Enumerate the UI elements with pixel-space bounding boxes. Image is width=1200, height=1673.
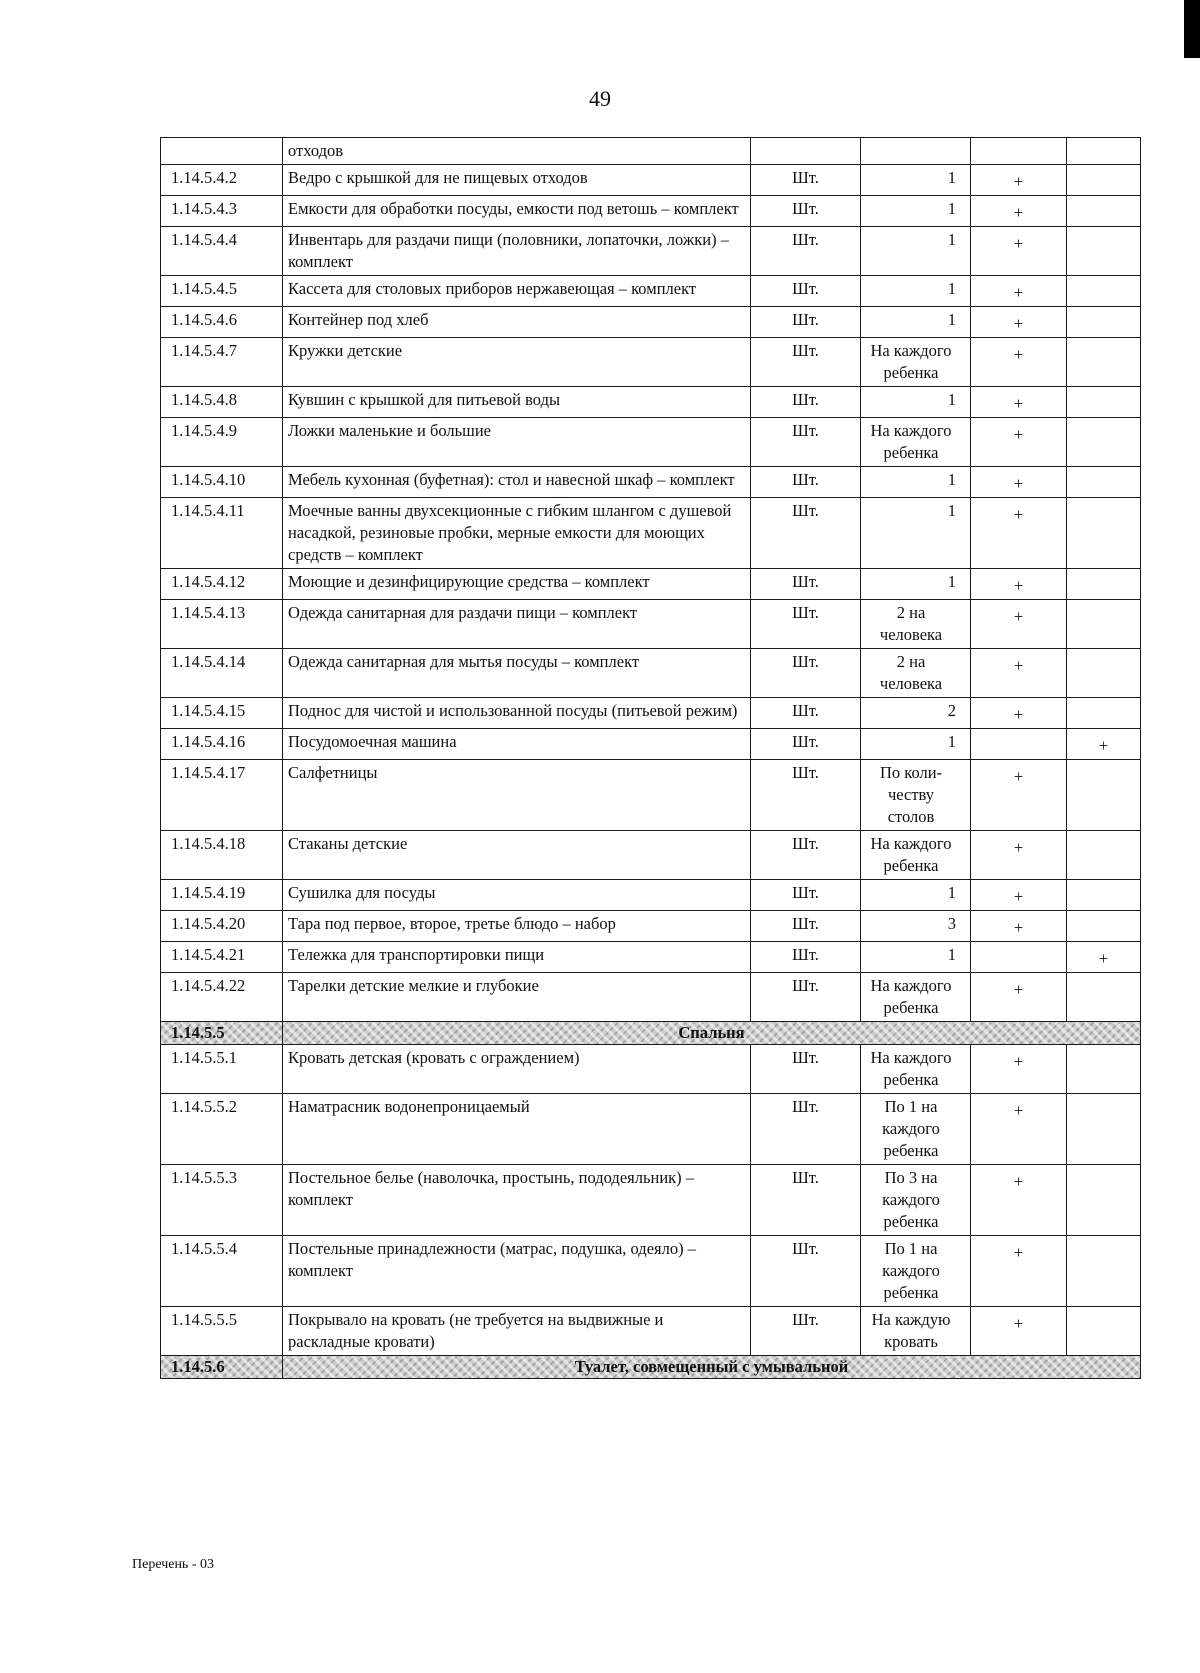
item-mark-column-b bbox=[1067, 569, 1141, 600]
item-quantity: На каждого ребенка bbox=[861, 831, 971, 880]
item-name: Ведро с крышкой для не пищевых отходов bbox=[283, 165, 751, 196]
item-code: 1.14.5.4.10 bbox=[161, 467, 283, 498]
item-quantity: По 3 на каждого ребенка bbox=[861, 1165, 971, 1236]
item-mark-column-a: + bbox=[971, 831, 1067, 880]
item-quantity bbox=[861, 138, 971, 165]
item-quantity: По 1 на каждого ребенка bbox=[861, 1236, 971, 1307]
item-unit: Шт. bbox=[751, 1236, 861, 1307]
item-mark-column-b bbox=[1067, 196, 1141, 227]
item-mark-column-a: + bbox=[971, 1307, 1067, 1356]
item-mark-column-b bbox=[1067, 1094, 1141, 1165]
item-name: Одежда санитарная для раздачи пищи – комплект bbox=[283, 600, 751, 649]
table-row bbox=[161, 138, 1141, 165]
item-name: Моечные ванны двухсекционные с гибким шлангом с душевой насадкой, резиновые пробки, мерные емкости для моющих средств – комплект bbox=[283, 498, 751, 569]
table-row bbox=[161, 911, 1141, 942]
item-code: 1.14.5.4.6 bbox=[161, 307, 283, 338]
section-title: Туалет, совмещенный с умывальной bbox=[283, 1356, 1141, 1379]
item-quantity: На каждого ребенка bbox=[861, 418, 971, 467]
item-quantity: На каждого ребенка bbox=[861, 1045, 971, 1094]
section-title: Спальня bbox=[283, 1022, 1141, 1045]
item-unit: Шт. bbox=[751, 569, 861, 600]
item-quantity: По 1 на каждого ребенка bbox=[861, 1094, 971, 1165]
item-mark-column-b bbox=[1067, 307, 1141, 338]
item-mark-column-a: + bbox=[971, 1045, 1067, 1094]
table-row bbox=[161, 1307, 1141, 1356]
item-mark-column-a: + bbox=[971, 649, 1067, 698]
item-mark-column-a bbox=[971, 729, 1067, 760]
item-name: Наматрасник водонепроницаемый bbox=[283, 1094, 751, 1165]
item-unit: Шт. bbox=[751, 942, 861, 973]
item-mark-column-b bbox=[1067, 1307, 1141, 1356]
table-row bbox=[161, 227, 1141, 276]
item-mark-column-a: + bbox=[971, 1094, 1067, 1165]
table-row bbox=[161, 698, 1141, 729]
item-quantity: 1 bbox=[861, 942, 971, 973]
item-code: 1.14.5.4.14 bbox=[161, 649, 283, 698]
item-mark-column-b bbox=[1067, 600, 1141, 649]
table-body bbox=[161, 138, 1141, 1379]
item-mark-column-a: + bbox=[971, 1236, 1067, 1307]
item-unit: Шт. bbox=[751, 729, 861, 760]
item-mark-column-a bbox=[971, 942, 1067, 973]
item-unit: Шт. bbox=[751, 698, 861, 729]
item-name: Тара под первое, второе, третье блюдо – набор bbox=[283, 911, 751, 942]
item-quantity: 1 bbox=[861, 387, 971, 418]
item-unit: Шт. bbox=[751, 467, 861, 498]
item-name: Кассета для столовых приборов нержавеющая – комплект bbox=[283, 276, 751, 307]
item-code: 1.14.5.4.17 bbox=[161, 760, 283, 831]
item-mark-column-a: + bbox=[971, 760, 1067, 831]
footer-document-label: Перечень - 03 bbox=[132, 1557, 214, 1572]
item-quantity: На каждую кровать bbox=[861, 1307, 971, 1356]
item-quantity: 1 bbox=[861, 880, 971, 911]
item-unit: Шт. bbox=[751, 1094, 861, 1165]
table-row bbox=[161, 880, 1141, 911]
item-code: 1.14.5.5.2 bbox=[161, 1094, 283, 1165]
table-row bbox=[161, 1094, 1141, 1165]
table-row bbox=[161, 831, 1141, 880]
table-row bbox=[161, 467, 1141, 498]
item-quantity: 1 bbox=[861, 729, 971, 760]
item-name: Поднос для чистой и использованной посуды (питьевой режим) bbox=[283, 698, 751, 729]
item-unit: Шт. bbox=[751, 1307, 861, 1356]
table-row bbox=[161, 942, 1141, 973]
item-name: отходов bbox=[283, 138, 751, 165]
item-name: Мебель кухонная (буфетная): стол и навесной шкаф – комплект bbox=[283, 467, 751, 498]
item-mark-column-a: + bbox=[971, 307, 1067, 338]
item-mark-column-b bbox=[1067, 498, 1141, 569]
section-code: 1.14.5.5 bbox=[161, 1022, 283, 1045]
item-mark-column-b bbox=[1067, 911, 1141, 942]
item-unit: Шт. bbox=[751, 227, 861, 276]
item-mark-column-b bbox=[1067, 698, 1141, 729]
item-mark-column-b bbox=[1067, 387, 1141, 418]
item-quantity: По коли-честву столов bbox=[861, 760, 971, 831]
item-code: 1.14.5.5.5 bbox=[161, 1307, 283, 1356]
item-code: 1.14.5.4.12 bbox=[161, 569, 283, 600]
item-mark-column-b bbox=[1067, 760, 1141, 831]
item-unit bbox=[751, 138, 861, 165]
item-code: 1.14.5.4.11 bbox=[161, 498, 283, 569]
item-code: 1.14.5.5.1 bbox=[161, 1045, 283, 1094]
item-code: 1.14.5.4.5 bbox=[161, 276, 283, 307]
item-mark-column-b bbox=[1067, 880, 1141, 911]
item-mark-column-b bbox=[1067, 973, 1141, 1022]
table-row bbox=[161, 498, 1141, 569]
item-mark-column-b bbox=[1067, 227, 1141, 276]
section-code: 1.14.5.6 bbox=[161, 1356, 283, 1379]
item-code: 1.14.5.4.4 bbox=[161, 227, 283, 276]
item-unit: Шт. bbox=[751, 831, 861, 880]
item-mark-column-a: + bbox=[971, 698, 1067, 729]
item-name: Инвентарь для раздачи пищи (половники, лопаточки, ложки) – комплект bbox=[283, 227, 751, 276]
item-code: 1.14.5.4.2 bbox=[161, 165, 283, 196]
item-unit: Шт. bbox=[751, 649, 861, 698]
item-code: 1.14.5.4.16 bbox=[161, 729, 283, 760]
item-unit: Шт. bbox=[751, 1165, 861, 1236]
item-unit: Шт. bbox=[751, 196, 861, 227]
page-number: 49 bbox=[589, 86, 611, 111]
scan-corner-mark bbox=[1184, 0, 1200, 58]
item-mark-column-b bbox=[1067, 831, 1141, 880]
item-mark-column-a: + bbox=[971, 1165, 1067, 1236]
item-unit: Шт. bbox=[751, 911, 861, 942]
item-unit: Шт. bbox=[751, 307, 861, 338]
item-quantity: 1 bbox=[861, 165, 971, 196]
item-unit: Шт. bbox=[751, 973, 861, 1022]
item-mark-column-a: + bbox=[971, 973, 1067, 1022]
item-name: Сушилка для посуды bbox=[283, 880, 751, 911]
item-mark-column-b bbox=[1067, 338, 1141, 387]
item-name: Постельные принадлежности (матрас, подушка, одеяло) – комплект bbox=[283, 1236, 751, 1307]
item-code: 1.14.5.4.19 bbox=[161, 880, 283, 911]
item-quantity: 2 на человека bbox=[861, 600, 971, 649]
table-row bbox=[161, 973, 1141, 1022]
item-code: 1.14.5.4.18 bbox=[161, 831, 283, 880]
table-row bbox=[161, 165, 1141, 196]
item-name: Одежда санитарная для мытья посуды – комплект bbox=[283, 649, 751, 698]
section-row bbox=[161, 1356, 1141, 1379]
item-mark-column-b bbox=[1067, 276, 1141, 307]
table-row bbox=[161, 307, 1141, 338]
item-name: Кровать детская (кровать с ограждением) bbox=[283, 1045, 751, 1094]
item-name: Тележка для транспортировки пищи bbox=[283, 942, 751, 973]
item-quantity: 2 на человека bbox=[861, 649, 971, 698]
item-code: 1.14.5.4.7 bbox=[161, 338, 283, 387]
equipment-table bbox=[160, 137, 1141, 1379]
item-unit: Шт. bbox=[751, 276, 861, 307]
item-mark-column-b bbox=[1067, 1165, 1141, 1236]
item-mark-column-b bbox=[1067, 1236, 1141, 1307]
item-mark-column-a: + bbox=[971, 387, 1067, 418]
table-row bbox=[161, 569, 1141, 600]
item-name: Тарелки детские мелкие и глубокие bbox=[283, 973, 751, 1022]
item-code: 1.14.5.4.9 bbox=[161, 418, 283, 467]
item-quantity: На каждого ребенка bbox=[861, 973, 971, 1022]
section-row bbox=[161, 1022, 1141, 1045]
item-name: Покрывало на кровать (не требуется на выдвижные и раскладные кровати) bbox=[283, 1307, 751, 1356]
item-code: 1.14.5.4.22 bbox=[161, 973, 283, 1022]
item-code: 1.14.5.4.15 bbox=[161, 698, 283, 729]
item-mark-column-a: + bbox=[971, 276, 1067, 307]
item-code: 1.14.5.4.20 bbox=[161, 911, 283, 942]
item-name: Постельное белье (наволочка, простынь, пододеяльник) – комплект bbox=[283, 1165, 751, 1236]
item-code: 1.14.5.5.4 bbox=[161, 1236, 283, 1307]
item-mark-column-a: + bbox=[971, 911, 1067, 942]
item-quantity: 3 bbox=[861, 911, 971, 942]
item-name: Салфетницы bbox=[283, 760, 751, 831]
item-mark-column-a: + bbox=[971, 165, 1067, 196]
item-quantity: 1 bbox=[861, 276, 971, 307]
item-mark-column-a: + bbox=[971, 338, 1067, 387]
item-name: Посудомоечная машина bbox=[283, 729, 751, 760]
item-quantity: 1 bbox=[861, 307, 971, 338]
item-unit: Шт. bbox=[751, 418, 861, 467]
item-quantity: 1 bbox=[861, 196, 971, 227]
table-row bbox=[161, 729, 1141, 760]
item-quantity: 2 bbox=[861, 698, 971, 729]
item-mark-column-b bbox=[1067, 649, 1141, 698]
item-mark-column-a: + bbox=[971, 467, 1067, 498]
item-code bbox=[161, 138, 283, 165]
item-unit: Шт. bbox=[751, 165, 861, 196]
item-mark-column-a bbox=[971, 138, 1067, 165]
item-mark-column-b: + bbox=[1067, 942, 1141, 973]
table-row bbox=[161, 1045, 1141, 1094]
item-mark-column-a: + bbox=[971, 418, 1067, 467]
equipment-table-container bbox=[160, 137, 1140, 1379]
item-quantity: 1 bbox=[861, 498, 971, 569]
item-code: 1.14.5.4.8 bbox=[161, 387, 283, 418]
item-mark-column-b bbox=[1067, 467, 1141, 498]
item-unit: Шт. bbox=[751, 498, 861, 569]
item-mark-column-b bbox=[1067, 165, 1141, 196]
item-code: 1.14.5.4.13 bbox=[161, 600, 283, 649]
item-name: Контейнер под хлеб bbox=[283, 307, 751, 338]
item-name: Емкости для обработки посуды, емкости под ветошь – комплект bbox=[283, 196, 751, 227]
item-mark-column-a: + bbox=[971, 498, 1067, 569]
table-row bbox=[161, 760, 1141, 831]
item-mark-column-a: + bbox=[971, 600, 1067, 649]
table-row bbox=[161, 276, 1141, 307]
item-unit: Шт. bbox=[751, 760, 861, 831]
table-row bbox=[161, 338, 1141, 387]
item-name: Кувшин с крышкой для питьевой воды bbox=[283, 387, 751, 418]
item-mark-column-a: + bbox=[971, 227, 1067, 276]
item-quantity: 1 bbox=[861, 467, 971, 498]
item-name: Стаканы детские bbox=[283, 831, 751, 880]
item-unit: Шт. bbox=[751, 880, 861, 911]
item-unit: Шт. bbox=[751, 338, 861, 387]
item-mark-column-b bbox=[1067, 1045, 1141, 1094]
item-code: 1.14.5.4.21 bbox=[161, 942, 283, 973]
table-row bbox=[161, 387, 1141, 418]
item-quantity: 1 bbox=[861, 569, 971, 600]
item-mark-column-b bbox=[1067, 418, 1141, 467]
table-row bbox=[161, 196, 1141, 227]
item-code: 1.14.5.4.3 bbox=[161, 196, 283, 227]
item-mark-column-b bbox=[1067, 138, 1141, 165]
table-row bbox=[161, 1236, 1141, 1307]
item-quantity: 1 bbox=[861, 227, 971, 276]
item-mark-column-a: + bbox=[971, 196, 1067, 227]
item-quantity: На каждого ребенка bbox=[861, 338, 971, 387]
item-code: 1.14.5.5.3 bbox=[161, 1165, 283, 1236]
item-mark-column-a: + bbox=[971, 569, 1067, 600]
table-row bbox=[161, 1165, 1141, 1236]
item-name: Кружки детские bbox=[283, 338, 751, 387]
item-mark-column-b: + bbox=[1067, 729, 1141, 760]
item-unit: Шт. bbox=[751, 387, 861, 418]
item-name: Моющие и дезинфицирующие средства – комплект bbox=[283, 569, 751, 600]
item-mark-column-a: + bbox=[971, 880, 1067, 911]
table-row bbox=[161, 649, 1141, 698]
item-unit: Шт. bbox=[751, 600, 861, 649]
table-row bbox=[161, 600, 1141, 649]
item-name: Ложки маленькие и большие bbox=[283, 418, 751, 467]
table-row bbox=[161, 418, 1141, 467]
item-unit: Шт. bbox=[751, 1045, 861, 1094]
